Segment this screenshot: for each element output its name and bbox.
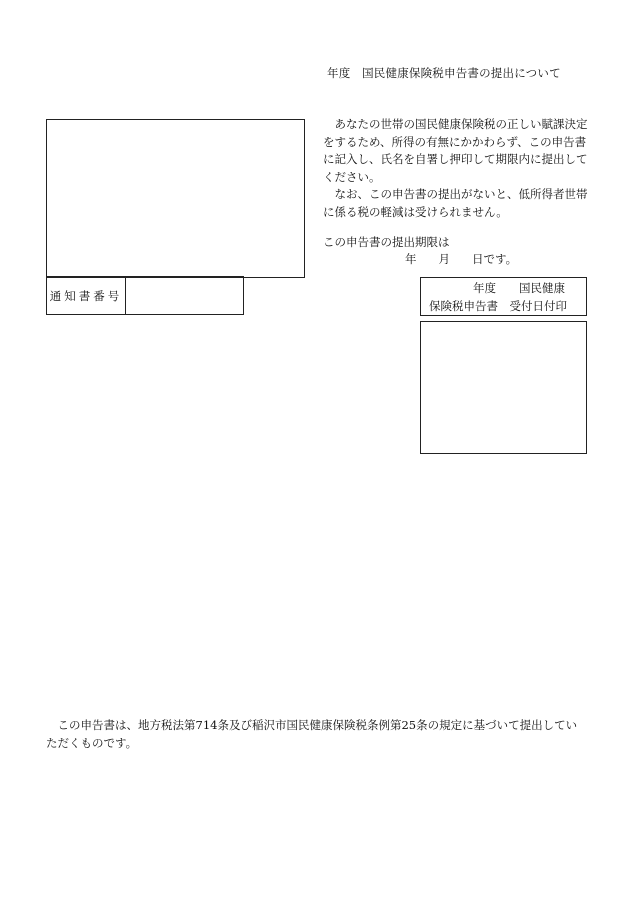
notice-number-value bbox=[126, 277, 243, 314]
deadline-year: 年 bbox=[405, 252, 417, 266]
notice-number-row bbox=[46, 276, 244, 315]
stamp-header-line-1: 年度 国民健康 bbox=[473, 281, 565, 295]
instruction-paragraph-2: なお、この申告書の提出がないと、低所得者世帯に係る税の軽減は受けられません。 bbox=[323, 187, 588, 219]
deadline-month: 月 bbox=[438, 252, 450, 266]
address-window-box bbox=[46, 119, 305, 278]
instruction-paragraph-1: あなたの世帯の国民健康保険税の正しい賦課決定をするため、所得の有無にかかわらず、この申告書に記入し、氏名を自署し押印して期限内に提出してください。 bbox=[323, 117, 588, 184]
deadline-label: この申告書の提出期限は bbox=[323, 235, 450, 249]
deadline-date bbox=[405, 251, 517, 267]
receipt-stamp-header bbox=[420, 277, 587, 316]
receipt-stamp-box bbox=[420, 321, 587, 454]
deadline-day: 日です。 bbox=[472, 252, 518, 266]
instructions-text bbox=[323, 116, 590, 221]
page-title: 年度 国民健康保険税申告書の提出について bbox=[327, 66, 561, 80]
footer-text: この申告書は、地方税法第714条及び稲沢市国民健康保険税条例第25条の規定に基づいて提出していただくものです。 bbox=[46, 718, 578, 750]
footer-note bbox=[46, 716, 586, 752]
stamp-header-line-2: 保険税申告書 受付日付印 bbox=[429, 299, 567, 313]
notice-number-label: 通知書番号 bbox=[47, 277, 126, 314]
